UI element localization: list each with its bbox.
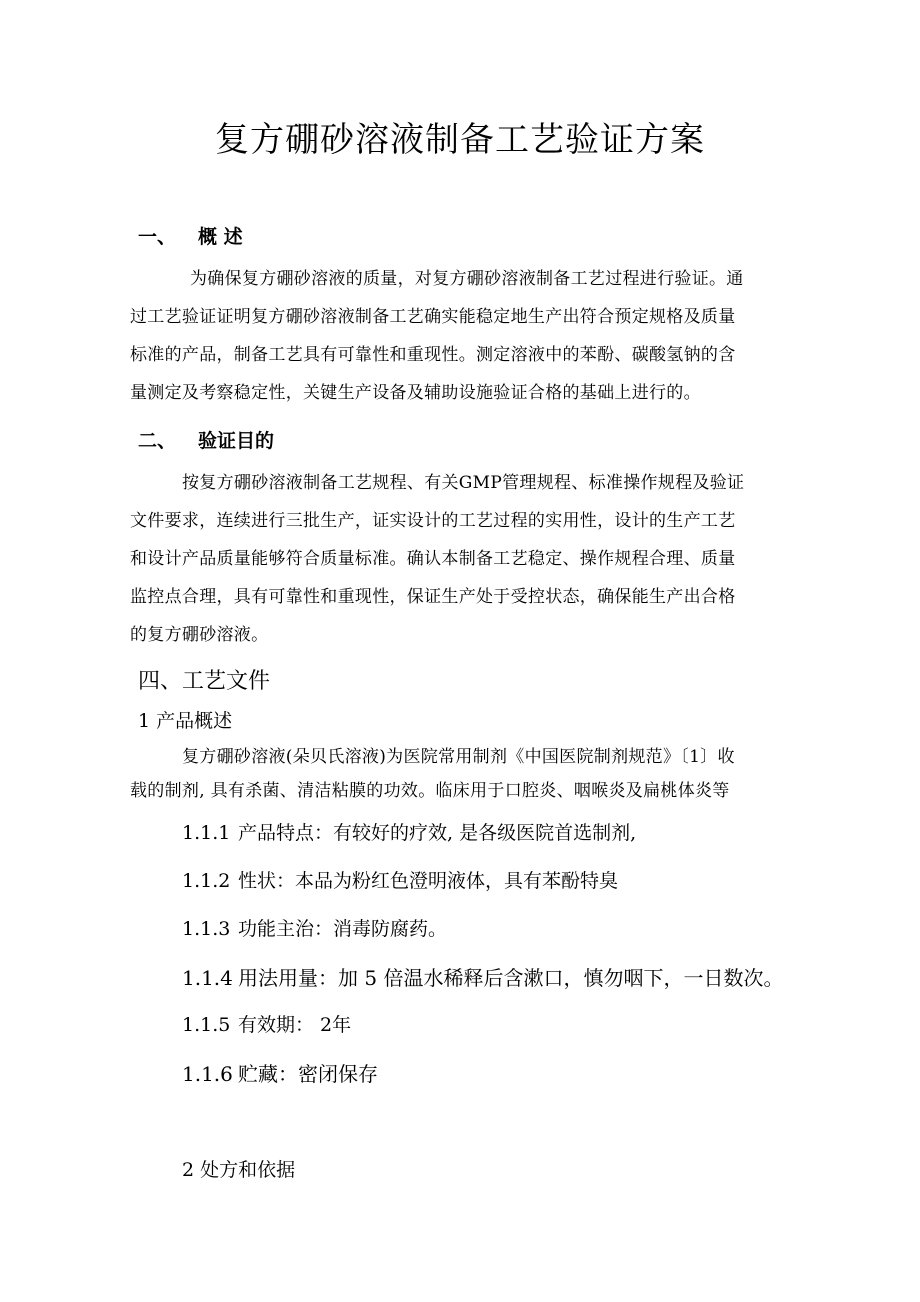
section-2-number: 二、 bbox=[138, 430, 177, 452]
list-item bbox=[182, 1058, 378, 1087]
paragraph-line: 的复方硼砂溶液。 bbox=[130, 625, 269, 645]
item-text: 有效期： 2年 bbox=[238, 1014, 352, 1036]
list-item bbox=[182, 866, 618, 893]
item-number: 1.1.2 bbox=[182, 870, 231, 892]
item-number: 1.1.1 bbox=[182, 822, 231, 844]
item-text: 用法用量：加 5 倍温水稀释后含漱口，慎勿咽下，一日数次。 bbox=[238, 966, 784, 990]
paragraph-line: 按复方硼砂溶液制备工艺规程、有关GMP管理规程、标准操作规程及验证 bbox=[182, 473, 745, 493]
paragraph-line: 量测定及考察稳定性，关键生产设备及辅助设施验证合格的基础上进行的。 bbox=[130, 383, 701, 403]
item-text: 产品特点：有较好的疗效, 是各级医院首选制剂, bbox=[238, 822, 637, 844]
section-2-title: 验证目的 bbox=[198, 430, 275, 452]
section-4-heading: 四、工艺文件 bbox=[138, 669, 271, 694]
item-number: 1.1.6 bbox=[182, 1062, 233, 1086]
section-1-title: 概 述 bbox=[198, 226, 243, 248]
section-2-heading bbox=[138, 426, 274, 453]
list-item bbox=[182, 818, 636, 845]
paragraph-line: 和设计产品质量能够符合质量标准。确认本制备工艺稳定、操作规程合理、质量 bbox=[130, 549, 736, 569]
subsection-2-heading: 2 处方和依据 bbox=[182, 1159, 296, 1181]
document-title: 复方硼砂溶液制备工艺验证方案 bbox=[215, 120, 705, 160]
paragraph-line: 为确保复方硼砂溶液的质量，对复方硼砂溶液制备工艺过程进行验证。通 bbox=[190, 269, 744, 289]
section-1-number: 一、 bbox=[138, 226, 177, 248]
paragraph-line: 载的制剂, 具有杀菌、清洁粘膜的功效。临床用于口腔炎、咽喉炎及扁桃体炎等 bbox=[130, 781, 730, 801]
paragraph-line: 标准的产品，制备工艺具有可靠性和重现性。测定溶液中的苯酚、碳酸氢钠的含 bbox=[130, 345, 736, 365]
paragraph-line: 文件要求，连续进行三批生产，证实设计的工艺过程的实用性，设计的生产工艺 bbox=[130, 511, 736, 531]
paragraph-line: 复方硼砂溶液(朵贝氏溶液)为医院常用制剂《中国医院制剂规范》〔1〕收 bbox=[182, 747, 735, 767]
paragraph-line: 监控点合理，具有可靠性和重现性，保证生产处于受控状态，确保能生产出合格 bbox=[130, 587, 736, 607]
item-text: 功能主治：消毒防腐药。 bbox=[238, 918, 448, 940]
paragraph-line: 过工艺验证证明复方硼砂溶液制备工艺确实能稳定地生产出符合预定规格及质量 bbox=[130, 307, 736, 327]
list-item bbox=[182, 1010, 351, 1037]
item-number: 1.1.4 bbox=[182, 966, 233, 990]
section-1-heading bbox=[138, 222, 243, 249]
item-number: 1.1.3 bbox=[182, 918, 231, 940]
subsection-1-heading: 1 产品概述 bbox=[138, 710, 233, 732]
list-item bbox=[182, 914, 447, 941]
list-item bbox=[182, 962, 783, 991]
item-number: 1.1.5 bbox=[182, 1014, 231, 1036]
item-text: 性状：本品为粉红色澄明液体，具有苯酚特臭 bbox=[238, 870, 619, 892]
item-text: 贮藏：密闭保存 bbox=[238, 1062, 378, 1086]
